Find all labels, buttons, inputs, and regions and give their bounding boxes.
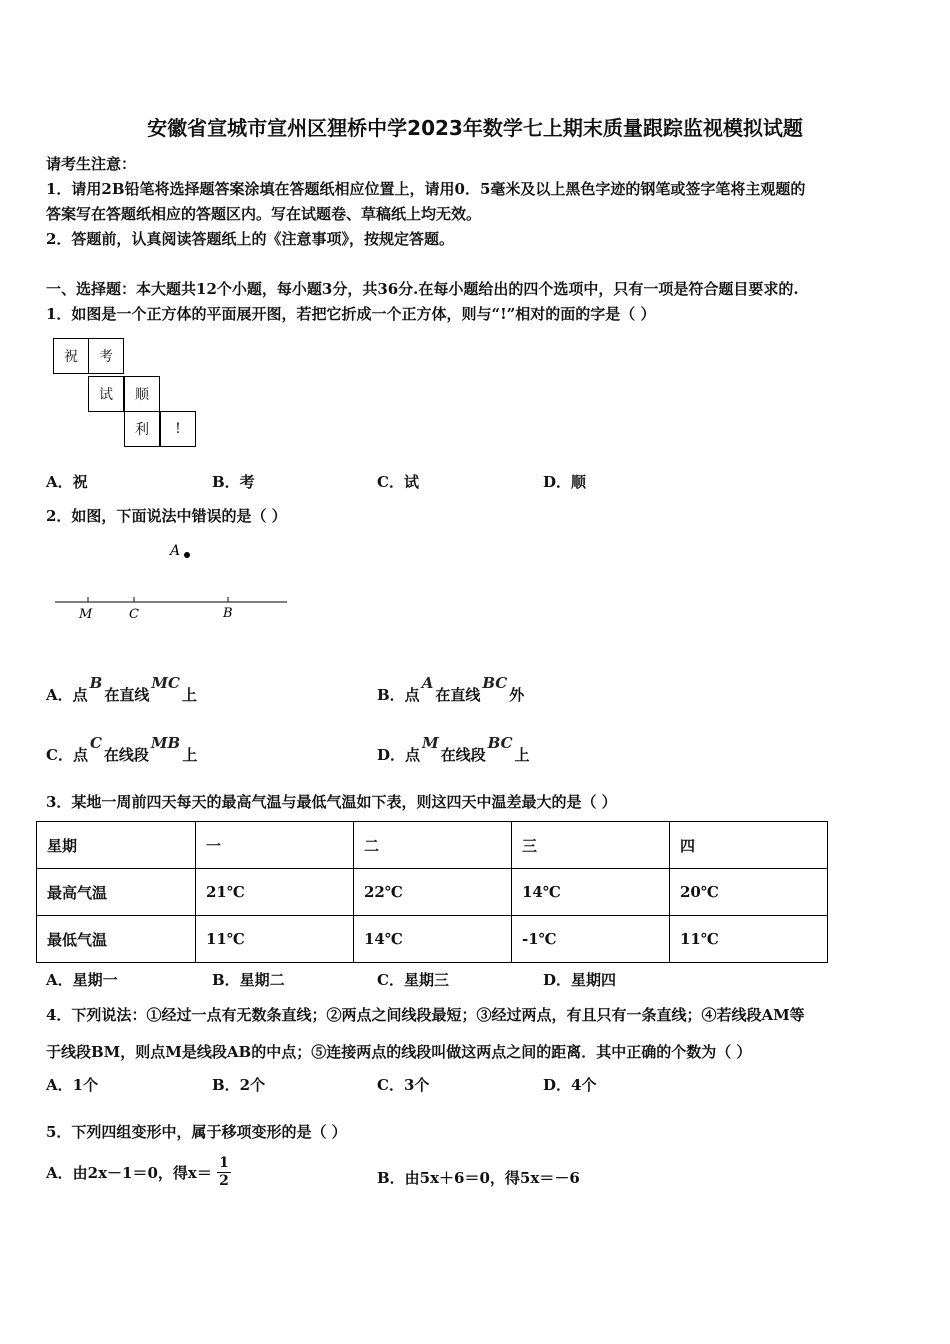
point-a-label: A: [170, 543, 181, 559]
q2-option-c[interactable]: [46, 734, 198, 765]
temperature-table: [36, 821, 828, 963]
table-cell: 14℃: [354, 916, 512, 963]
q2-option-d[interactable]: [377, 734, 530, 765]
net-cell: 考: [88, 338, 124, 374]
table-row: [37, 869, 828, 916]
point-a-dot: [184, 552, 190, 558]
table-cell: 一: [196, 822, 354, 869]
opt-text: 上: [182, 746, 198, 764]
table-cell: 星期: [37, 822, 196, 869]
q1-option-c[interactable]: C．试: [377, 473, 419, 491]
q1-option-a[interactable]: A．祝: [46, 473, 88, 491]
point-m-label: M: [79, 607, 93, 622]
net-cell: !: [160, 411, 196, 447]
q5-stem: 5．下列四组变形中，属于移项变形的是（ ）: [46, 1123, 347, 1141]
q4-option-c[interactable]: C．3个: [377, 1076, 430, 1094]
q3-option-b[interactable]: B．星期二: [212, 971, 285, 989]
math-var: MB: [150, 734, 181, 752]
page-title: 安徽省宣城市宣州区狸桥中学2023年数学七上期末质量跟踪监视模拟试题: [147, 116, 803, 140]
table-cell: -1℃: [512, 916, 670, 963]
q2-figure: [50, 538, 295, 628]
q2-option-b[interactable]: [377, 674, 525, 705]
math-var: A: [421, 674, 434, 692]
opt-text: C．点: [46, 746, 88, 764]
q4-line1: 4．下列说法：①经过一点有无数条直线；②两点之间线段最短；③经过两点，有且只有一条直线；④若线段AM等: [46, 1006, 805, 1024]
q3-option-c[interactable]: C．星期三: [377, 971, 449, 989]
math-var: BC: [487, 734, 513, 752]
opt-text: 在直线: [104, 686, 150, 704]
notice-line2: 2．答题前，认真阅读答题纸上的《注意事项》，按规定答题。: [46, 230, 454, 248]
fraction: [217, 1155, 231, 1190]
table-cell: 14℃: [512, 869, 670, 916]
opt-text: 在线段: [440, 746, 486, 764]
table-cell: 二: [354, 822, 512, 869]
q3-stem: 3．某地一周前四天每天的最高气温与最低气温如下表，则这四天中温差最大的是（ ）: [46, 793, 617, 811]
point-b-label: B: [223, 606, 233, 621]
q4-option-b[interactable]: B．2个: [212, 1076, 266, 1094]
table-cell: 22℃: [354, 869, 512, 916]
math-var: B: [89, 674, 103, 692]
q1-stem: 1．如图是一个正方体的平面展开图，若把它折成一个正方体，则与“!”相对的面的字是（ ）: [46, 305, 656, 323]
q4-option-d[interactable]: D．4个: [543, 1076, 597, 1094]
table-cell: 最低气温: [37, 916, 196, 963]
math-var: C: [89, 734, 102, 752]
math-var: BC: [482, 674, 508, 692]
opt-text: 在直线: [435, 686, 481, 704]
table-cell: 20℃: [670, 869, 828, 916]
table-row: [37, 916, 828, 963]
q3-option-d[interactable]: D．星期四: [543, 971, 617, 989]
point-c-label: C: [129, 607, 139, 622]
table-cell: 11℃: [670, 916, 828, 963]
q4-line2: 于线段BM，则点M是线段AB的中点；⑤连接两点的线段叫做这两点之间的距离．其中正确的个数为（ ）: [46, 1043, 752, 1061]
net-cell: 利: [124, 411, 160, 447]
q2-stem: 2．如图，下面说法中错误的是（ ）: [46, 507, 287, 525]
opt-text: A．由2x－1＝0，得x＝: [46, 1164, 212, 1182]
q4-option-a[interactable]: A．1个: [46, 1076, 99, 1094]
opt-text: 在线段: [103, 746, 149, 764]
fraction-numerator: 1: [219, 1155, 229, 1171]
q1-option-d[interactable]: D．顺: [543, 473, 587, 491]
table-cell: 三: [512, 822, 670, 869]
opt-text: B．点: [377, 686, 420, 704]
opt-text: 外: [509, 686, 525, 704]
table-cell: 四: [670, 822, 828, 869]
math-var: M: [422, 734, 439, 752]
opt-text: A．点: [46, 686, 88, 704]
notice-line1b: 答案写在答题纸相应的答题区内。写在试题卷、草稿纸上均无效。: [46, 205, 482, 223]
table-cell: 11℃: [196, 916, 354, 963]
notice-heading: 请考生注意：: [46, 155, 137, 173]
table-cell: 最高气温: [37, 869, 196, 916]
opt-text: 上: [181, 686, 197, 704]
section-heading: 一、选择题：本大题共12个小题，每小题3分，共36分.在每小题给出的四个选项中，只有一项是符合题目要求的.: [46, 280, 799, 298]
math-var: MC: [151, 674, 180, 692]
opt-text: 上: [514, 746, 530, 764]
q2-option-a[interactable]: [46, 674, 197, 705]
net-cell: 试: [88, 376, 124, 412]
net-cell: 顺: [124, 376, 160, 412]
fraction-denominator: 2: [219, 1173, 229, 1189]
q3-option-a[interactable]: A．星期一: [46, 971, 118, 989]
table-row: [37, 822, 828, 869]
opt-text: D．点: [377, 746, 421, 764]
q1-option-b[interactable]: B．考: [212, 473, 255, 491]
q5-option-a[interactable]: [46, 1155, 231, 1190]
table-cell: 21℃: [196, 869, 354, 916]
q5-option-b[interactable]: B．由5x＋6＝0，得5x＝－6: [377, 1169, 580, 1187]
net-cell: 祝: [53, 338, 89, 374]
notice-line1a: 1．请用2B铅笔将选择题答案涂填在答题纸相应位置上，请用0．5毫米及以上黑色字迹的钢笔或签字笔将主观题的: [46, 180, 806, 198]
